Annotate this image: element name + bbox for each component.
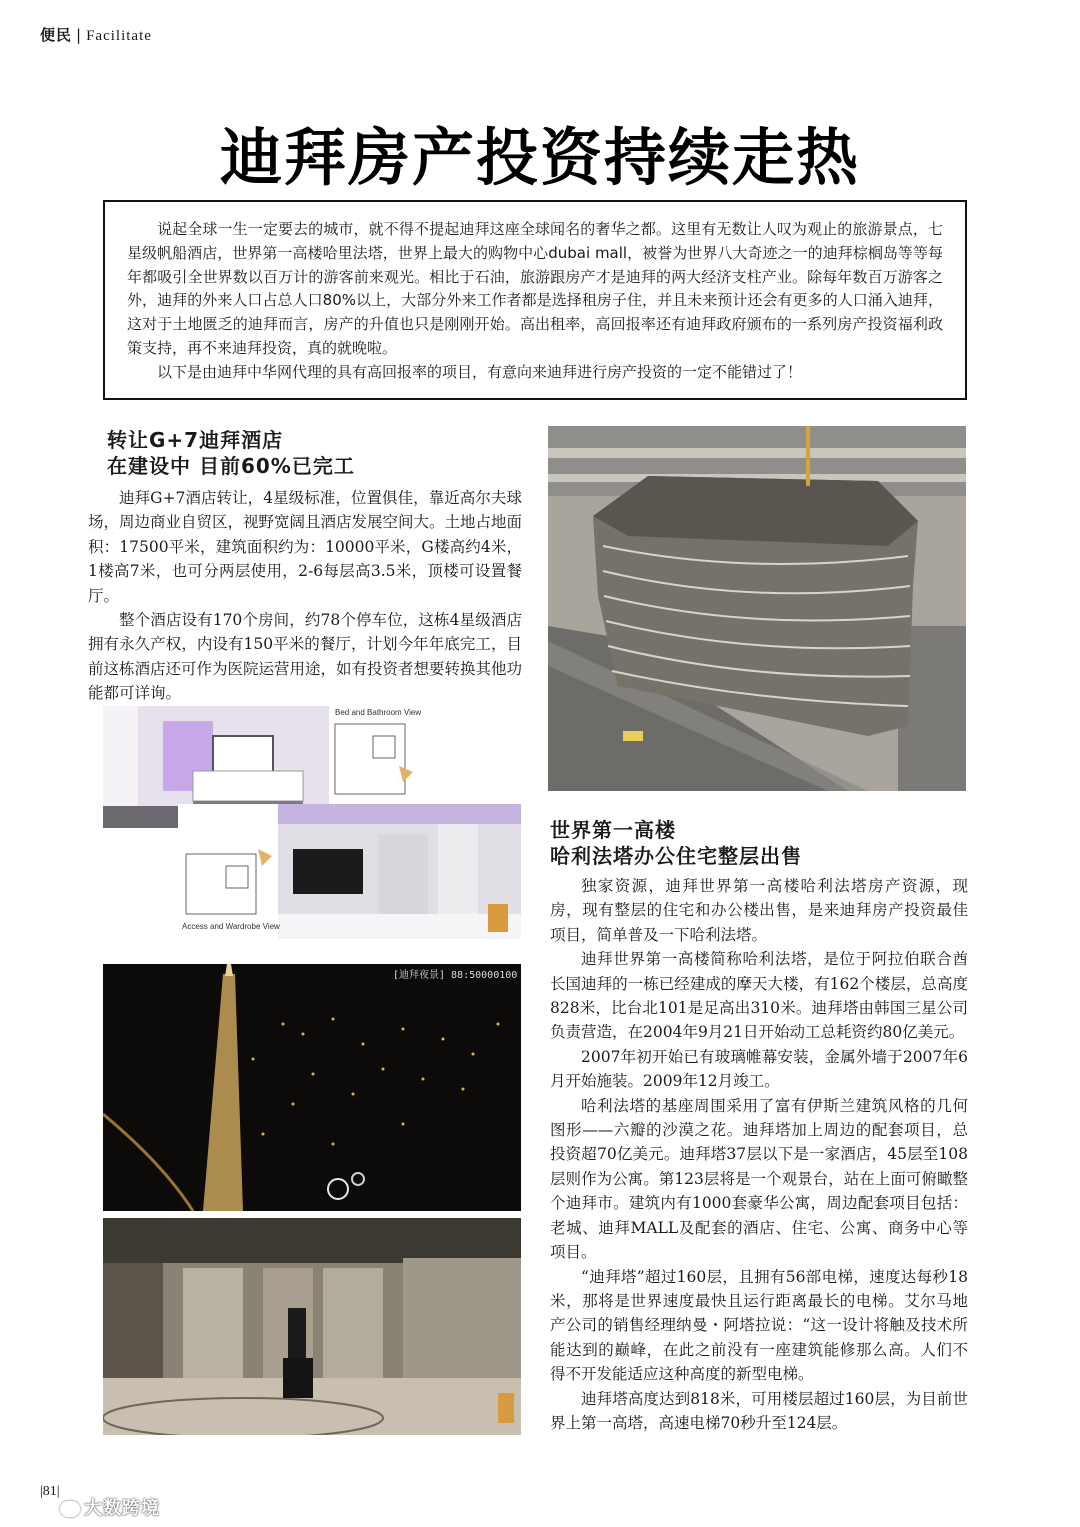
article2-heading-line2: 哈利法塔办公住宅整层出售 bbox=[550, 844, 802, 868]
article1-heading-line2: 在建设中 目前60%已完工 bbox=[107, 454, 355, 478]
article1-body bbox=[88, 486, 522, 706]
dubai-night-svg bbox=[103, 964, 521, 1211]
section-separator: | bbox=[76, 26, 83, 44]
access-wardrobe-caption: Access and Wardrobe View bbox=[182, 922, 280, 931]
page-number: |81| bbox=[40, 1484, 60, 1499]
hotel-construction-photo-svg bbox=[548, 426, 966, 791]
intro-paragraph-2: 以下是由迪拜中华网代理的具有高回报率的项目，有意向来迪拜进行房产投资的一定不能错过了！ bbox=[157, 362, 803, 381]
wardrobe-render-photo bbox=[178, 804, 521, 939]
article2-heading-line1: 世界第一高楼 bbox=[550, 818, 676, 842]
lobby-photo bbox=[103, 1218, 521, 1435]
article2-heading bbox=[550, 817, 970, 869]
bed-bathroom-caption: Bed and Bathroom View bbox=[335, 708, 422, 717]
article2-body bbox=[550, 874, 968, 1435]
page-title: 迪拜房产投资持续走热 bbox=[219, 121, 860, 194]
article1-paragraph-1: 迪拜G+7酒店转让，4星级标准，位置俱佳，靠近高尔夫球场，周边商业自贸区，视野宽阔且酒店发展空间大。土地占地面积：17500平米，建筑面积约为：10000平米，G楼高约4米，1楼高7米，也可分两层使用，2-6每层高3.5米，顶楼可设置餐厅。 bbox=[88, 489, 523, 605]
lobby-svg bbox=[103, 1218, 521, 1435]
section-label-en: Facilitate bbox=[86, 28, 152, 44]
article1-heading bbox=[107, 427, 527, 479]
section-label bbox=[40, 24, 152, 45]
watermark-icon bbox=[60, 1501, 80, 1517]
watermark-text: 大数跨境 bbox=[84, 1498, 160, 1519]
article2-paragraph-5: “迪拜塔”超过160层，且拥有56部电梯，速度达每秒18米，那将是世界速度最快且运行距离最长的电梯。艾尔马地产公司的销售经理纳曼・阿塔拉说：“这一设计将触及技术所能达到的巅峰，在此之前没有一座建筑能修那么高。人们不得不开发能适应这种高度的新型电梯。 bbox=[550, 1267, 968, 1384]
dubai-night-photo bbox=[103, 964, 521, 1211]
hotel-construction-photo bbox=[548, 426, 966, 791]
wardrobe-render-svg bbox=[178, 804, 521, 939]
night-photo-stamp: [迪拜夜景] 88:50000100 bbox=[393, 970, 518, 981]
article2-paragraph-1: 独家资源，迪拜世界第一高楼哈利法塔房产资源，现房，现有整层的住宅和办公楼出售，是来迪拜房产投资最佳项目，简单普及一下哈利法塔。 bbox=[550, 877, 968, 944]
article1-heading-line1: 转让G+7迪拜酒店 bbox=[107, 428, 284, 452]
watermark bbox=[60, 1494, 160, 1520]
article1-paragraph-2: 整个酒店设有170个房间，约78个停车位，这栋4星级酒店拥有永久产权，内设有150平米的餐厅，计划今年年底完工，目前这栋酒店还可作为医院运营用途，如有投资者想要转换其他功能都可详询。 bbox=[88, 611, 523, 703]
article2-paragraph-4: 哈利法塔的基座周围采用了富有伊斯兰建筑风格的几何图形——六瓣的沙漠之花。迪拜塔加上周边的配套项目，总投资超70亿美元。迪拜塔37层以下是一家酒店，45层至108层则作为公寓。第123层将是一个观景台，站在上面可俯瞰整个迪拜市。建筑内有1000套豪华公寓，周边配套项目包括：老城、迪拜MALL及配套的酒店、住宅、公寓、商务中心等项目。 bbox=[550, 1096, 968, 1262]
article2-paragraph-3: 2007年初开始已有玻璃帷幕安装，金属外墙于2007年6月开始施装。2009年12月竣工。 bbox=[550, 1047, 968, 1091]
intro-box bbox=[103, 200, 967, 400]
article2-paragraph-6: 迪拜塔高度达到818米，可用楼层超过160层，为目前世界上第一高塔，高速电梯70秒升至124层。 bbox=[550, 1389, 968, 1432]
section-label-cn: 便民 bbox=[40, 26, 73, 44]
article2-paragraph-2: 迪拜世界第一高楼简称哈利法塔，是位于阿拉伯联合酋长国迪拜的一栋已经建成的摩天大楼，有162个楼层，总高度828米，比台北101是足高出310米。迪拜塔由韩国三星公司负责营造，在2004年9月21日开始动工总耗资约80亿美元。 bbox=[550, 950, 968, 1042]
intro-paragraph-1: 说起全球一生一定要去的城市，就不得不提起迪拜这座全球闻名的奢华之都。这里有无数让人叹为观止的旅游景点，七星级帆船酒店，世界第一高楼哈里法塔，世界上最大的购物中心dubai mall，被誉为世界八大奇迹之一的迪拜棕榈岛等等每年都吸引全世界数以百万计的游客前来观光。相比于石油，旅游跟房产才是迪拜的两大经济支柱产业。除每年数百万游客之外，迪拜的外来人口占总人口80%以上，大部分外来工作者都是选择租房子住，并且未来预计还会有更多的人口涌入迪拜，这对于土地匮乏的迪拜而言，房产的升值也只是刚刚开始。高出租率，高回报率还有迪拜政府颁布的一系列房产投资福利政策支持，再不来迪拜投资，真的就晚啦。 bbox=[127, 220, 943, 357]
